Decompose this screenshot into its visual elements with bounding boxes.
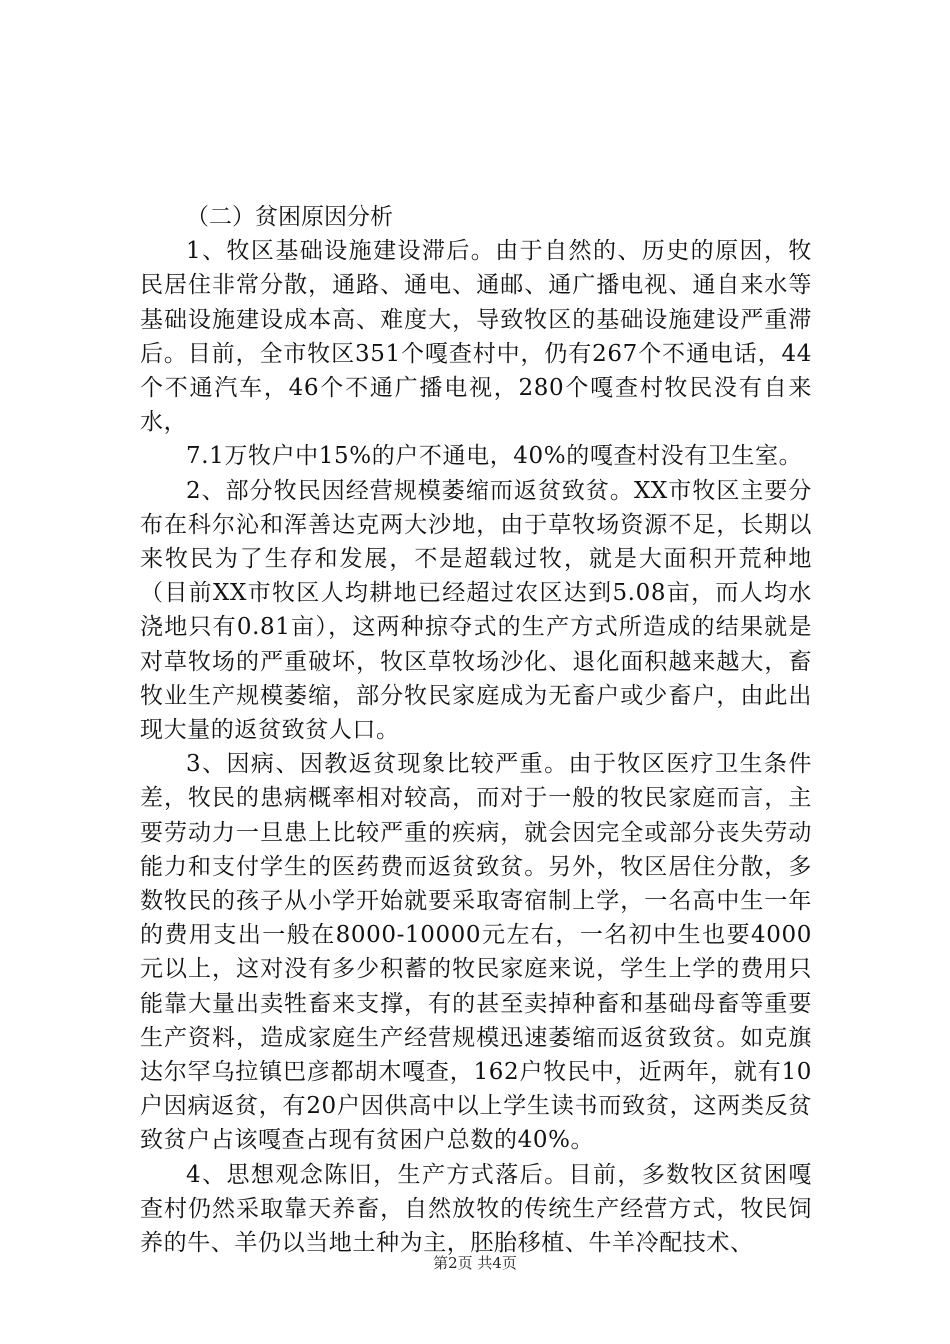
paragraph-electricity: 7.1万牧户中15%的户不通电，40%的嘎查村没有卫生室。	[186, 443, 803, 470]
document-body	[140, 200, 812, 1260]
paragraph-infrastructure: 1、牧区基础设施建设滞后。由于自然的、历史的原因，牧民居住非常分散，通路、通电、通邮、通广播电视、通自来水等基础设施建设成本高、难度大，导致牧区的基础设施建设严重滞后。目前，全市牧区351个嘎查村中，仍有267个不通电话，44个不通汽车，46个不通广播电视，280个嘎查村牧民没有自来水，	[140, 238, 812, 436]
page-footer: 第2页 共4页	[433, 1254, 517, 1272]
section-heading: （二）贫困原因分析	[186, 204, 393, 230]
paragraph-illness-education: 3、因病、因教返贫现象比较严重。由于牧区医疗卫生条件差，牧民的患病概率相对较高，而对于一般的牧民家庭而言，主要劳动力一旦患上比较严重的疾病，就会因完全或部分丧失劳动能力和支付学生的医药费而返贫致贫。另外，牧区居住分散，多数牧民的孩子从小学开始就要采取寄宿制上学，一名高中生一年的费用支出一般在8000-10000元左右，一名初中生也要4000元以上，这对没有多少积蓄的牧民家庭来说，学生上学的费用只能靠大量出卖牲畜来支撑，有的甚至卖掉种畜和基础母畜等重要生产资料，造成家庭生产经营规模迅速萎缩而返贫致贫。如克旗达尔罕乌拉镇巴彦都胡木嘎查，162户牧民中，近两年，就有10户因病返贫，有20户因供高中以上学生读书而致贫，这两类反贫致贫户占该嘎查占现有贫困户总数的40%。	[140, 751, 812, 1154]
paragraph-outdated-thinking: 4、思想观念陈旧，生产方式落后。目前，多数牧区贫困嘎查村仍然采取靠天养畜，自然放牧的传统生产经营方式，牧民饲养的牛、羊仍以当地土种为主，胚胎移植、牛羊冷配技术、	[140, 1161, 812, 1257]
paragraph-scale-shrink: 2、部分牧民因经营规模萎缩而返贫致贫。XX市牧区主要分布在科尔沁和浑善达克两大沙地，由于草牧场资源不足，长期以来牧民为了生存和发展，不是超载过牧，就是大面积开荒种地（目前XX市牧区人均耕地已经超过农区达到5.08亩，而人均水浇地只有0.81亩），这两种掠夺式的生产方式所造成的结果就是对草牧场的严重破坏，牧区草牧场沙化、退化面积越来越大，畜牧业生产规模萎缩，部分牧民家庭成为无畜户或少畜户，由此出现大量的返贫致贫人口。	[140, 477, 812, 744]
